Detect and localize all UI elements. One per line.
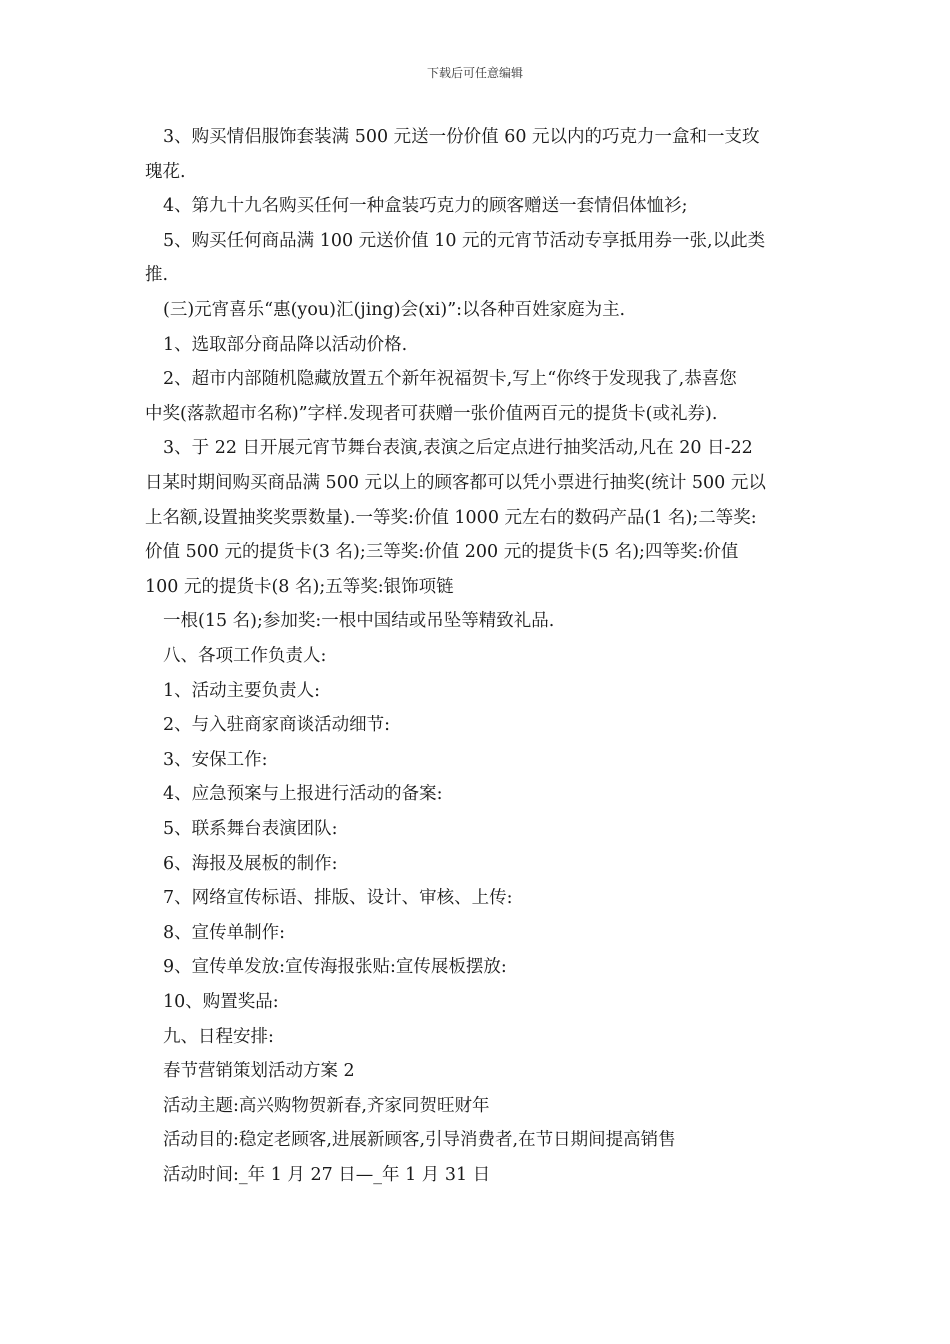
text-line: 1、选取部分商品降以活动价格. [163,334,408,355]
text-line: 瑰花. [145,161,186,182]
text-line: 上名额,设置抽奖奖票数量).一等奖:价值 1000 元左右的数码产品(1 名);二等奖: [145,507,757,528]
list-item: 5、联系舞台表演团队: [163,819,338,839]
text-line: 3、于 22 日开展元宵节舞台表演,表演之后定点进行抽奖活动,凡在 20 日-22 [163,438,753,459]
text-line: 活动时间:_年 1 月 27 日—_年 1 月 31 日 [163,1165,491,1185]
list-item: 7、网络宣传标语、排版、设计、审核、上传: [163,888,513,909]
list-item: 10、购置奖品: [163,992,279,1012]
text-line: 活动主题:高兴购物贺新春,齐家同贺旺财年 [163,1095,490,1116]
text-line: 4、第九十九名购买任何一种盒装巧克力的顾客赠送一套情侣体恤衫; [163,196,688,217]
section-heading: (三)元宵喜乐“惠(you)汇(jing)会(xi)”:以各种百姓家庭为主. [163,300,626,320]
section-heading: 八、各项工作负责人: [163,646,327,666]
text-line: 5、购买任何商品满 100 元送价值 10 元的元宵节活动专享抵用券一张,以此类 [163,230,766,251]
list-item: 9、宣传单发放:宣传海报张贴:宣传展板摆放: [163,957,507,978]
text-line: 中奖(落款超市名称)”字样.发现者可获赠一张价值两百元的提货卡(或礼券). [145,403,718,424]
text-line: 日某时期间购买商品满 500 元以上的顾客都可以凭小票进行抽奖(统计 500 元以 [145,473,766,493]
page-header: 下载后可任意编辑 [426,66,523,80]
text-line: 价值 500 元的提货卡(3 名);三等奖:价值 200 元的提货卡(5 名);四等奖:价值 [145,542,739,563]
text-line: 一根(15 名);参加奖:一根中国结或吊坠等精致礼品. [163,611,555,632]
list-item: 2、与入驻商家商谈活动细节: [163,715,391,736]
text-line: 100 元的提货卡(8 名);五等奖:银饰项链 [145,576,454,597]
list-item: 1、活动主要负责人: [163,680,321,701]
text-line: 2、超市内部随机隐藏放置五个新年祝福贺卡,写上“你终于发现我了,恭喜您 [163,369,737,390]
list-item: 8、宣传单制作: [163,922,286,943]
list-item: 3、安保工作: [163,749,268,770]
text-line: 3、购买情侣服饰套装满 500 元送一份价值 60 元以内的巧克力一盒和一支玫 [163,127,760,147]
text-line: 活动目的:稳定老顾客,进展新顾客,引导消费者,在节日期间提高销售 [163,1130,676,1151]
list-item: 4、应急预案与上报进行活动的备案: [163,784,443,805]
document-title: 春节营销策划活动方案 2 [163,1061,355,1082]
list-item: 6、海报及展板的制作: [163,853,338,874]
section-heading: 九、日程安排: [163,1026,274,1047]
text-line: 推. [145,265,169,286]
